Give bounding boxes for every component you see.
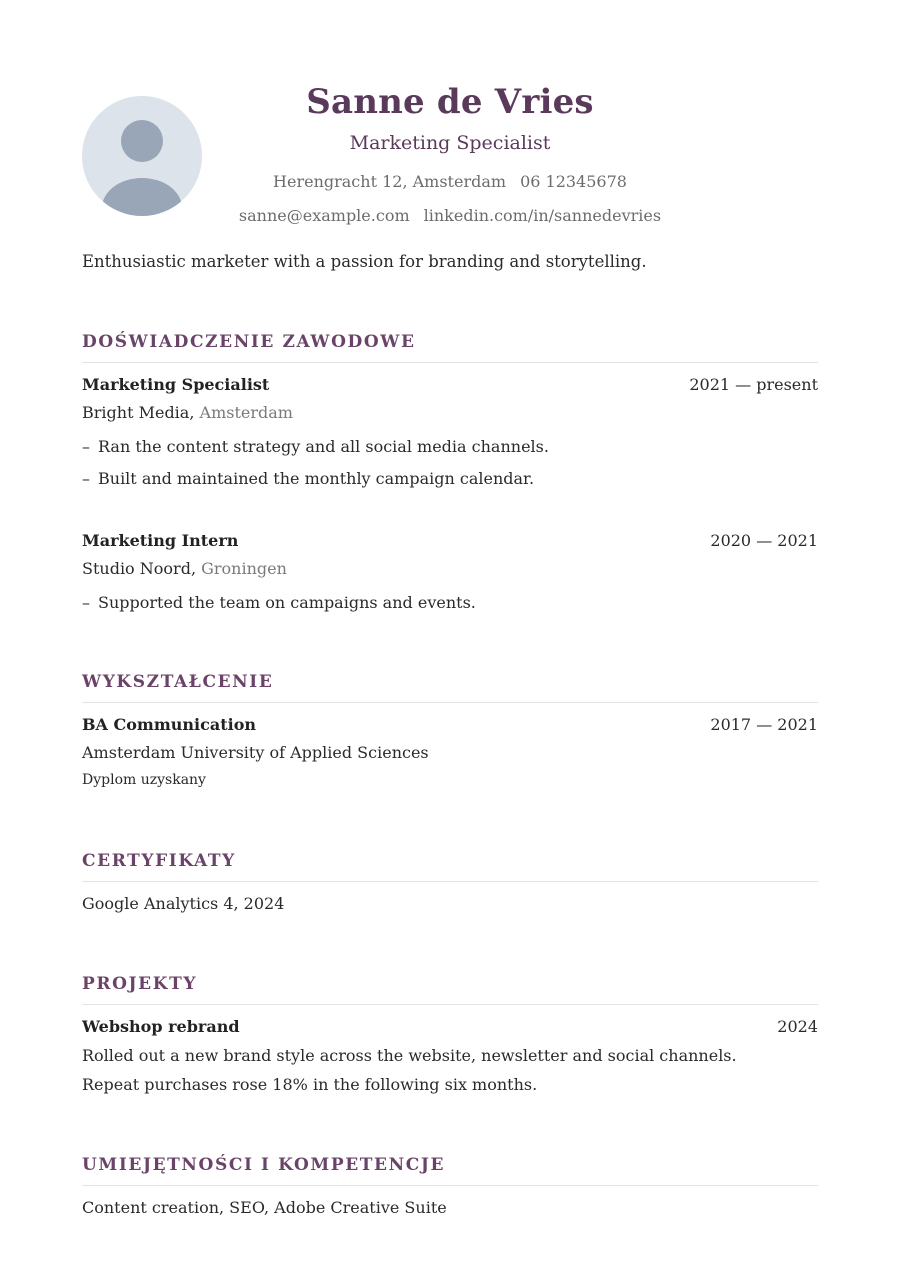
- job-city: Groningen: [201, 559, 287, 578]
- education-header-row: [82, 711, 818, 739]
- degree: BA Communication: [82, 715, 256, 734]
- bullet-text: Supported the team on campaigns and events.: [98, 593, 476, 612]
- job-city: Amsterdam: [199, 403, 293, 422]
- education-dates: 2017 — 2021: [710, 715, 818, 734]
- experience-heading: DOŚWIADCZENIE ZAWODOWE: [82, 332, 818, 363]
- job-bullet: [82, 587, 818, 619]
- education-section: [82, 672, 818, 793]
- job-header-row: [82, 371, 818, 399]
- school-name: Amsterdam University of Applied Sciences: [82, 743, 429, 762]
- job-header-row: [82, 527, 818, 555]
- bullet-dash: –: [82, 469, 90, 488]
- diploma-note: Dyplom uzyskany: [82, 772, 206, 788]
- job-dates: 2020 — 2021: [710, 531, 818, 550]
- bullet-text: Built and maintained the monthly campaign calendar.: [98, 469, 535, 488]
- bullet-dash: –: [82, 437, 90, 456]
- resume-header: [82, 0, 818, 240]
- email-link[interactable]: sanne@example.com: [238, 206, 410, 225]
- job-bullet: [82, 463, 818, 495]
- project-description: Rolled out a new brand style across the website, newsletter and social channels. Repeat purchases rose 18% in the following six months.: [82, 1046, 737, 1094]
- education-heading: WYKSZTAŁCENIE: [82, 672, 818, 703]
- bullet-dash: –: [82, 593, 90, 612]
- job-role: Marketing Intern: [82, 531, 239, 550]
- job-bullet: [82, 431, 818, 463]
- skills-list: Content creation, SEO, Adobe Creative Suite: [82, 1198, 447, 1217]
- avatar-head-shape: [121, 120, 163, 162]
- skills-heading: UMIEJĘTNOŚCI I KOMPETENCJE: [82, 1155, 818, 1186]
- projects-heading: PROJEKTY: [82, 974, 818, 1005]
- phone: 06 12345678: [520, 172, 627, 191]
- job-role: Marketing Specialist: [82, 375, 270, 394]
- avatar-body-shape: [102, 178, 182, 216]
- school-row: [82, 739, 818, 767]
- certificates-section: [82, 851, 818, 918]
- skills-row: [82, 1194, 818, 1222]
- projects-section: [82, 974, 818, 1099]
- job-company: Bright Media: [82, 403, 190, 422]
- experience-section: [82, 332, 818, 619]
- certificate-row: [82, 890, 818, 918]
- resume-page: [82, 0, 818, 1217]
- address: Herengracht 12, Amsterdam: [273, 172, 507, 191]
- contact-line-2: [202, 206, 698, 225]
- job-dates: 2021 — present: [689, 375, 818, 394]
- contact-line-1: [202, 172, 698, 191]
- skills-section: [82, 1155, 818, 1222]
- job-company-row: [82, 399, 818, 427]
- project-year: 2024: [777, 1017, 818, 1036]
- job-separator: ,: [190, 559, 202, 578]
- person-name: Sanne de Vries: [306, 82, 594, 122]
- project-name: Webshop rebrand: [82, 1017, 240, 1036]
- bullet-text: Ran the content strategy and all social media channels.: [98, 437, 549, 456]
- job-company-row: [82, 555, 818, 583]
- certificate-item: Google Analytics 4, 2024: [82, 894, 285, 913]
- summary-text: Enthusiastic marketer with a passion for branding and storytelling.: [82, 252, 647, 271]
- linkedin-link[interactable]: linkedin.com/in/sannedevries: [423, 206, 662, 225]
- project-header-row: [82, 1013, 818, 1041]
- avatar-placeholder-icon: [82, 96, 202, 216]
- certificates-heading: CERTYFIKATY: [82, 851, 818, 882]
- job-title: Marketing Specialist: [349, 132, 551, 154]
- job-separator: ,: [189, 403, 200, 422]
- job-company: Studio Noord: [82, 559, 191, 578]
